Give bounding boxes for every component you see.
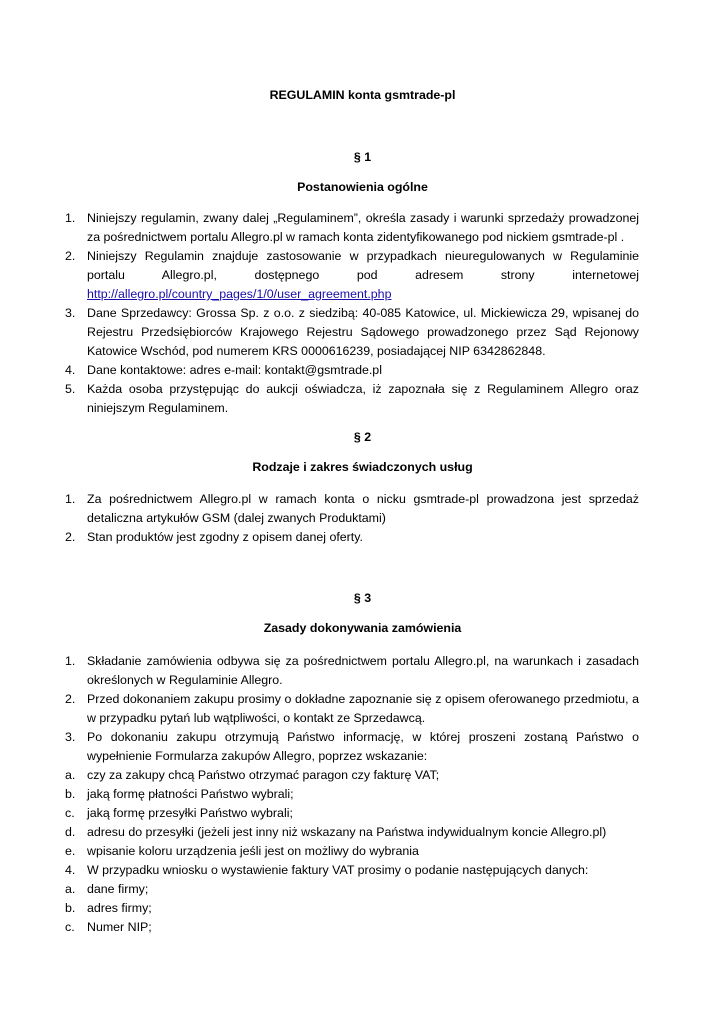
list-marker: b. xyxy=(65,787,76,801)
section-3-title: Zasady dokonywania zamówienia xyxy=(263,621,462,635)
list-item-text: jaką formę przesyłki Państwo wybrali; xyxy=(87,806,293,820)
list-marker: 1. xyxy=(65,654,76,668)
list-item xyxy=(65,918,639,937)
section-2-list xyxy=(65,490,639,547)
list-marker: 4. xyxy=(65,863,76,877)
list-item-text: adresu do przesyłki (jeżeli jest inny niż wskazany na Państwa indywidualnym koncie Allegro.pl) xyxy=(87,825,607,839)
list-marker: e. xyxy=(65,844,76,858)
list-marker: c. xyxy=(65,806,75,820)
list-marker: a. xyxy=(65,882,76,896)
list-item xyxy=(65,766,639,785)
list-marker: b. xyxy=(65,901,76,915)
section-3-number: § 3 xyxy=(353,591,372,605)
list-item xyxy=(65,361,639,380)
list-marker: d. xyxy=(65,825,76,839)
list-marker: 2. xyxy=(65,530,76,544)
section-2-title: Rodzaje i zakres świadczonych usług xyxy=(252,460,473,474)
list-item xyxy=(65,209,639,247)
list-item xyxy=(65,247,639,304)
list-item-text: Dane Sprzedawcy: Grossa Sp. z o.o. z siedzibą: 40-085 Katowice, ul. Mickiewicza 29, wpisanej do Rejestru Przedsiębiorców Krajowego Rejestru Sądowego prowadzonego przez Sąd Rejonowy Katowice Wschód, pod numerem KRS 0000616239, posiadającej NIP 6342862848. xyxy=(87,306,639,358)
list-marker: 3. xyxy=(65,306,76,320)
list-item-text: czy za zakupy chcą Państwo otrzymać paragon czy fakturę VAT; xyxy=(87,768,440,782)
list-item xyxy=(65,528,639,547)
list-item xyxy=(65,690,639,728)
list-marker: 5. xyxy=(65,382,76,396)
section-1-title: Postanowienia ogólne xyxy=(297,180,428,194)
list-item xyxy=(65,304,639,361)
list-marker: 1. xyxy=(65,492,76,506)
allegro-agreement-link[interactable]: http://allegro.pl/country_pages/1/0/user_agreement.php xyxy=(87,287,392,301)
list-item xyxy=(65,652,639,690)
list-marker: 1. xyxy=(65,211,76,225)
list-item-text: dane firmy; xyxy=(87,882,149,896)
list-item xyxy=(65,861,639,880)
list-marker: c. xyxy=(65,920,75,934)
list-marker: 2. xyxy=(65,692,76,706)
list-item-text: Stan produktów jest zgodny z opisem danej oferty. xyxy=(87,530,363,544)
section-1-number: § 1 xyxy=(353,150,372,164)
list-marker: 4. xyxy=(65,363,76,377)
list-item-text: jaką formę płatności Państwo wybrali; xyxy=(87,787,294,801)
list-marker: a. xyxy=(65,768,76,782)
list-item-text: W przypadku wniosku o wystawienie faktury VAT prosimy o podanie następujących danych: xyxy=(87,863,589,877)
list-item xyxy=(65,804,639,823)
list-item xyxy=(65,728,639,766)
list-marker: 3. xyxy=(65,730,76,744)
list-item-text: Dane kontaktowe: adres e-mail: kontakt@gsmtrade.pl xyxy=(87,363,382,377)
list-marker: 2. xyxy=(65,249,76,263)
list-item xyxy=(65,842,639,861)
list-item xyxy=(65,899,639,918)
section-2-number: § 2 xyxy=(353,430,372,444)
list-item xyxy=(65,785,639,804)
list-item-text: Każda osoba przystępując do aukcji oświadcza, iż zapoznała się z Regulaminem Allegro oraz niniejszym Regulaminem. xyxy=(87,382,639,415)
document-title: REGULAMIN konta gsmtrade-pl xyxy=(269,88,456,102)
list-item-text: wpisanie koloru urządzenia jeśli jest on możliwy do wybrania xyxy=(87,844,419,858)
list-item-text: Niniejszy regulamin, zwany dalej „Regulaminem”, określa zasady i warunki sprzedaży prowadzonej za pośrednictwem portalu Allegro.pl w ramach konta zidentyfikowanego pod nickiem gsmtrade-pl . xyxy=(87,211,639,244)
list-item-text: Przed dokonaniem zakupu prosimy o dokładne zapoznanie się z opisem oferowanego przedmiotu, a w przypadku pytań lub wątpliwości, o kontakt ze Sprzedawcą. xyxy=(87,692,639,725)
section-3-list xyxy=(65,652,639,937)
list-item xyxy=(65,490,639,528)
list-item-text: Składanie zamówienia odbywa się za pośrednictwem portalu Allegro.pl, na warunkach i zasadach określonych w Regulaminie Allegro. xyxy=(87,654,639,687)
list-item xyxy=(65,880,639,899)
list-item-text: Numer NIP; xyxy=(87,920,152,934)
list-item xyxy=(65,823,639,842)
list-item-text: Po dokonaniu zakupu otrzymują Państwo informację, w której proszeni zostaną Państwo o wypełnienie Formularza zakupów Allegro, poprzez wskazanie: xyxy=(87,730,639,763)
list-item-text: Za pośrednictwem Allegro.pl w ramach konta o nicku gsmtrade-pl prowadzona jest sprzedaż detaliczna artykułów GSM (dalej zwanych Produktami) xyxy=(87,492,639,525)
list-item-text: adres firmy; xyxy=(87,901,152,915)
list-item-text: Niniejszy Regulamin znajduje zastosowanie w przypadkach nieuregulowanych w Regulaminie portalu Allegro.pl, dostępnego pod adresem strony internetowej xyxy=(87,249,639,282)
list-item xyxy=(65,380,639,418)
section-1-list xyxy=(65,209,639,418)
